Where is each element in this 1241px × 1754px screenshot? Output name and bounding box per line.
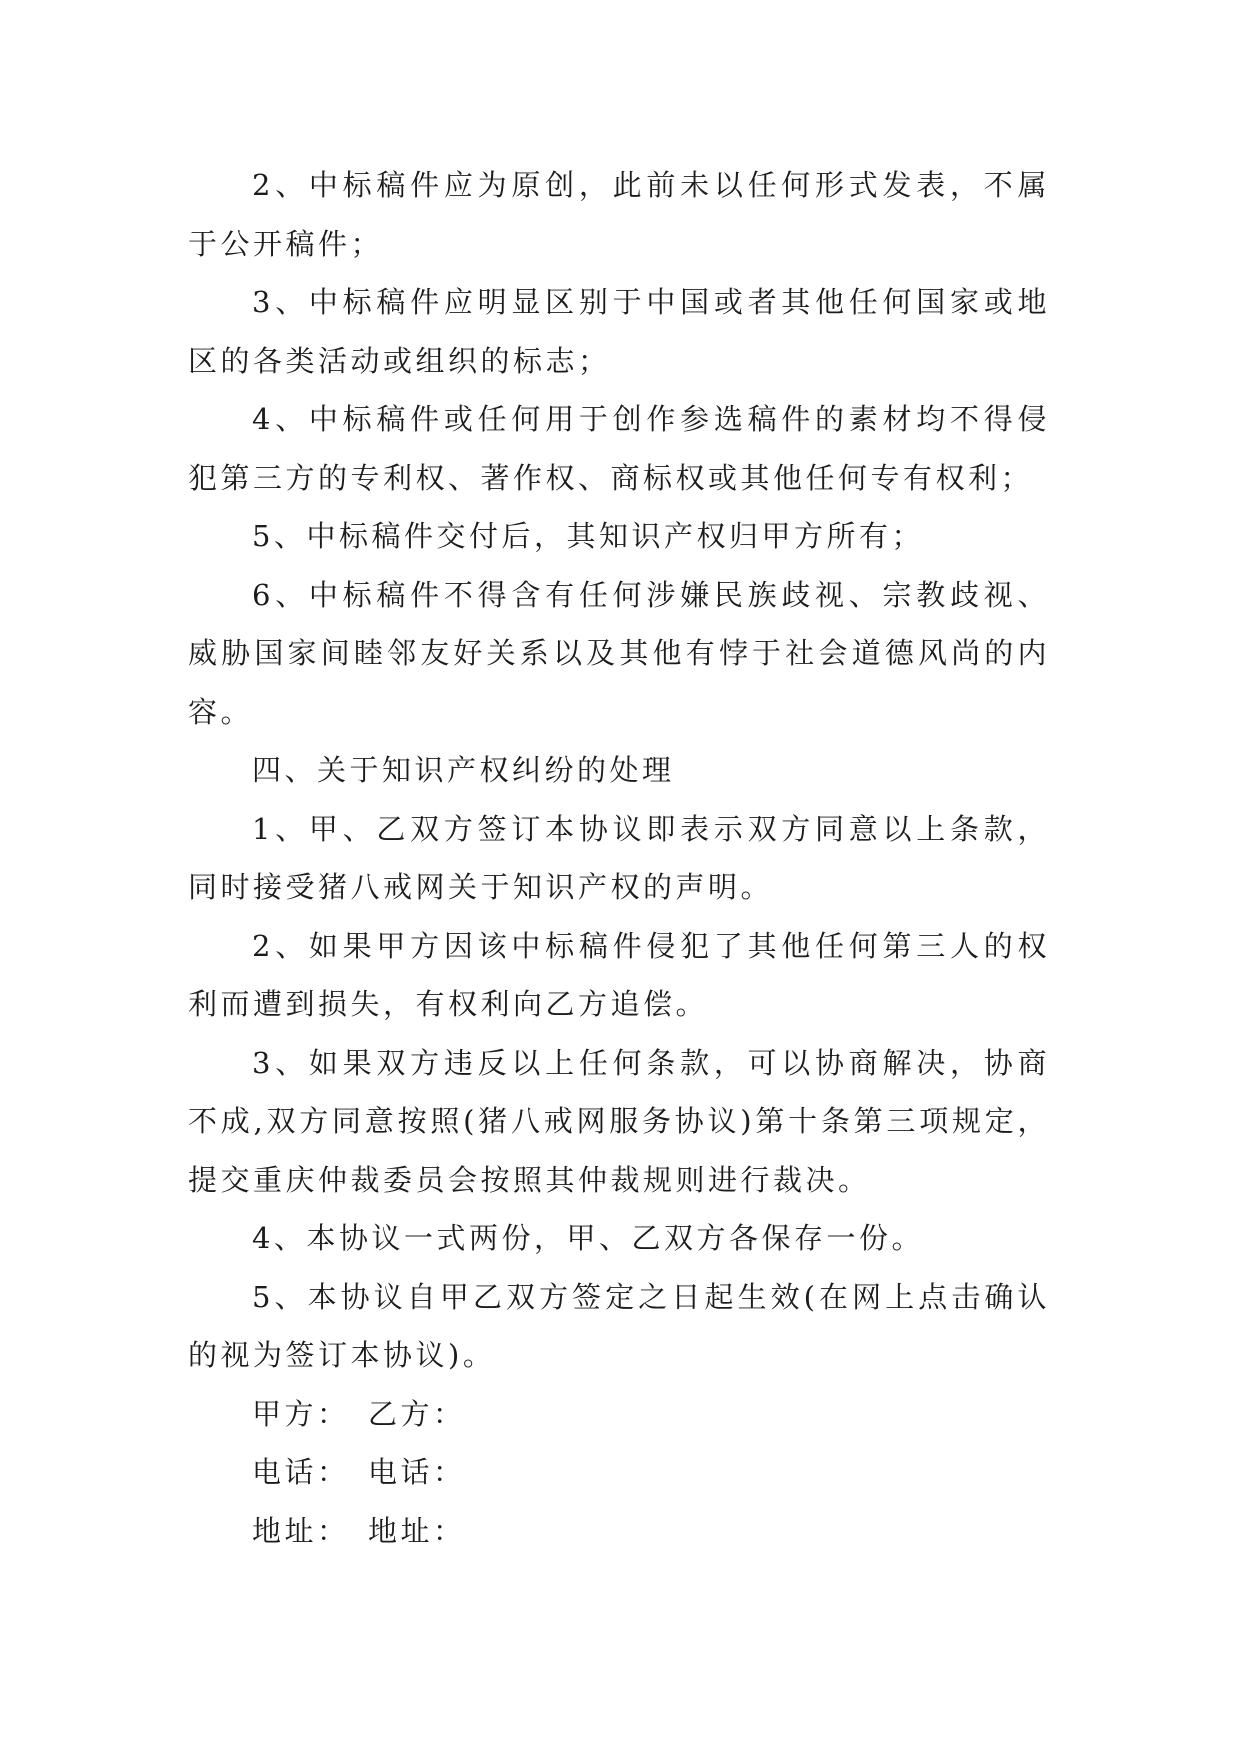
signature-block bbox=[188, 1385, 1050, 1561]
phone-a-label: 电话： bbox=[252, 1455, 350, 1489]
party-a-label: 甲方： bbox=[252, 1396, 350, 1431]
clause-2: 2、中标稿件应为原创，此前未以任何形式发表，不属于公开稿件； bbox=[188, 168, 1050, 261]
document-page bbox=[188, 156, 1050, 1560]
party-b-label: 乙方： bbox=[368, 1396, 466, 1431]
address-b-label: 地址： bbox=[368, 1513, 466, 1548]
section4-clause-2: 2、如果甲方因该中标稿件侵犯了其他任何第三人的权利而遭到损失，有权利向乙方追偿。 bbox=[188, 928, 1050, 1021]
clause-4: 4、中标稿件或任何用于创作参选稿件的素材均不得侵犯第三方的专利权、著作权、商标权或其他任何专有权利； bbox=[188, 402, 1050, 495]
address-row bbox=[188, 1502, 1050, 1561]
phone-b-label: 电话： bbox=[368, 1455, 466, 1489]
section-heading: 四、关于知识产权纠纷的处理 bbox=[252, 753, 675, 787]
section4-clause-3: 3、如果双方违反以上任何条款，可以协商解决，协商不成,双方同意按照(猪八戒网服务协议)第十条第三项规定，提交重庆仲裁委员会按照其仲裁规则进行裁决。 bbox=[188, 1045, 1050, 1197]
section4-clause-1: 1、甲、乙双方签订本协议即表示双方同意以上条款，同时接受猪八戒网关于知识产权的声明。 bbox=[188, 811, 1050, 904]
section4-clause-5: 5、本协议自甲乙双方签定之日起生效(在网上点击确认的视为签订本协议)。 bbox=[188, 1279, 1050, 1372]
clause-6: 6、中标稿件不得含有任何涉嫌民族歧视、宗教歧视、威胁国家间睦邻友好关系以及其他有悖于社会道德风尚的内容。 bbox=[188, 577, 1050, 729]
clause-5: 5、中标稿件交付后，其知识产权归甲方所有； bbox=[252, 519, 924, 553]
section4-clause-4: 4、本协议一式两份，甲、乙双方各保存一份。 bbox=[252, 1221, 924, 1255]
phone-row bbox=[188, 1443, 1050, 1502]
clause-3: 3、中标稿件应明显区别于中国或者其他任何国家或地区的各类活动或组织的标志； bbox=[188, 285, 1050, 378]
party-row bbox=[188, 1385, 1050, 1444]
address-a-label: 地址： bbox=[252, 1513, 350, 1548]
